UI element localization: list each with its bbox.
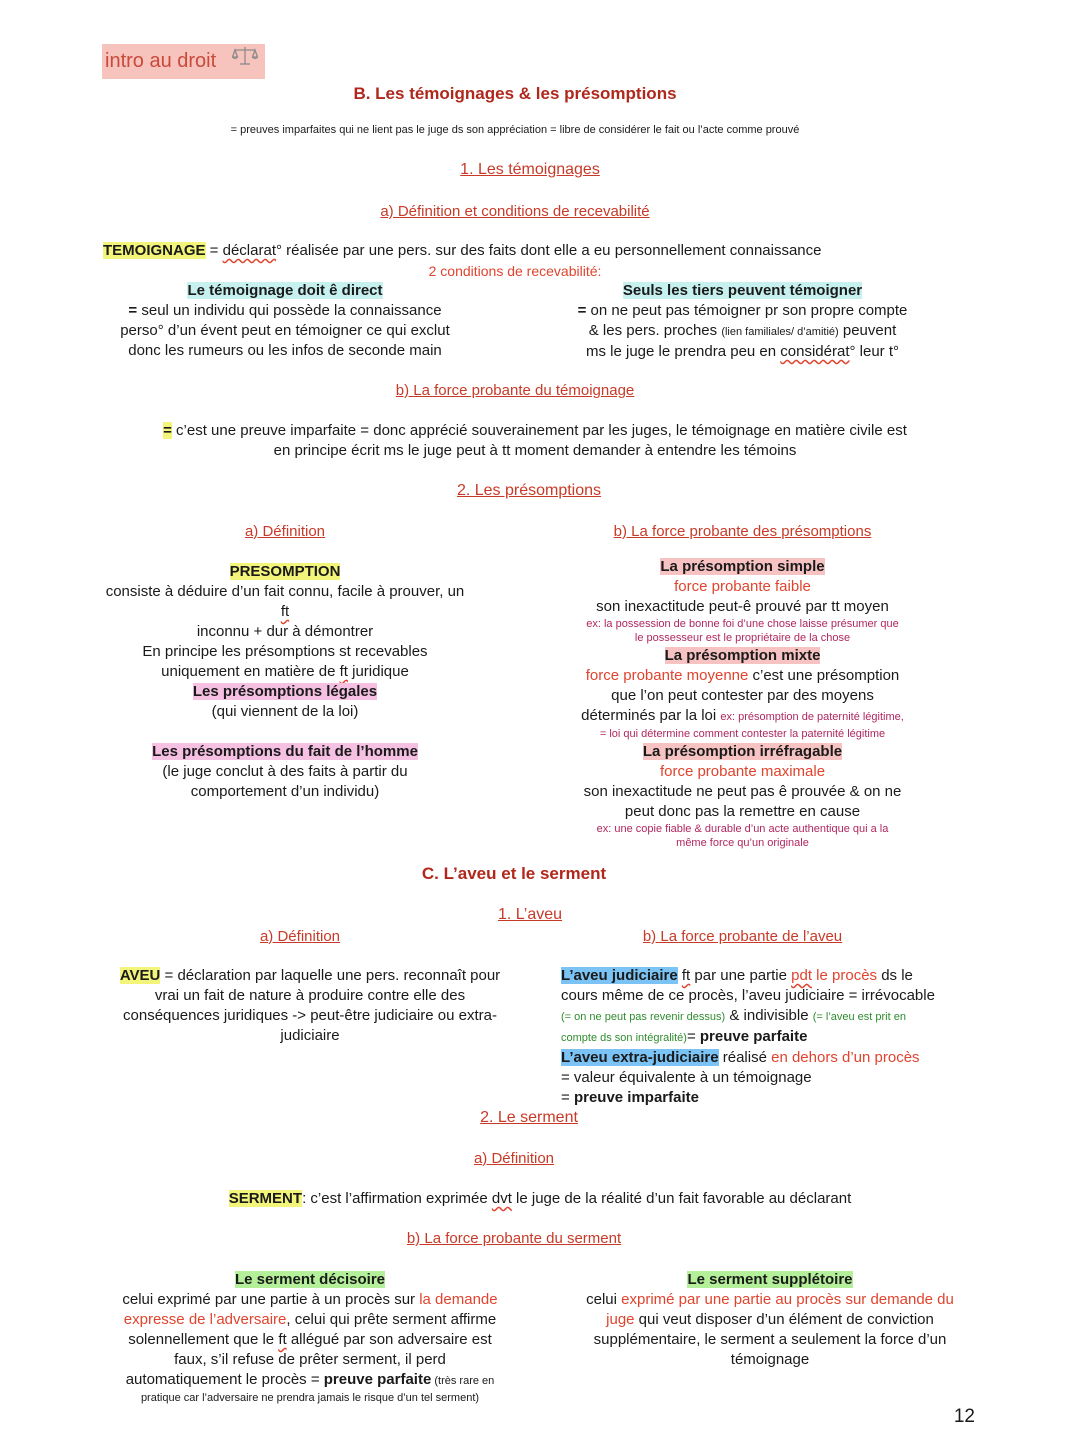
simple-ex2: le possesseur est le propriétaire de la chose — [634, 632, 851, 644]
irref-force: force probante maximale — [659, 763, 826, 780]
dec-text1a: celui exprimé par une partie à un procès sur — [122, 1291, 420, 1308]
extra-bold: preuve imparfaite — [573, 1089, 699, 1106]
mixte-ex2: = loi qui détermine comment contester la paternité légitime — [599, 728, 886, 740]
jud-small1: (= on ne peut pas revenir dessus) — [561, 1011, 726, 1023]
force-text1: c’est une preuve imparfaite = donc apprécié souverainement par les juges, le témoignage en matière civile est — [171, 422, 907, 439]
serment-definition — [0, 1189, 1080, 1209]
jud-text3: & indivisible — [725, 1007, 813, 1024]
mixte-title: La présomption mixte — [664, 647, 821, 664]
condition-right-eq: = — [577, 302, 587, 319]
mixte-text3: déterminés par la loi — [581, 707, 721, 724]
temoignage-def-eq: = — [205, 242, 223, 259]
extra-text2: = valeur équivalente à un témoignage — [561, 1069, 812, 1086]
sup-text4: témoignage — [730, 1351, 810, 1368]
heading-serment-force: b) La force probante du serment — [406, 1230, 622, 1247]
simple-force: force probante faible — [674, 578, 811, 595]
serment-def2: le juge de la réalité d’un fait favorable au déclarant — [511, 1190, 852, 1207]
condition-left-title: Le témoignage doit ê direct — [187, 282, 383, 299]
force-eq: = — [163, 422, 172, 439]
heading-serment: 2. Le serment — [480, 1109, 578, 1126]
mixte-force: force probante moyenne — [585, 667, 749, 684]
serment-term: SERMENT — [228, 1190, 303, 1207]
heading-aveu: 1. L’aveu — [497, 906, 563, 923]
aveu-def1: = déclaration par laquelle une pers. reconnaît pour — [160, 967, 501, 984]
jud-bold: preuve parfaite — [699, 1028, 808, 1045]
dec-text4: faux, s’il refuse de prêter serment, il perd — [174, 1351, 446, 1368]
page-number: 12 — [953, 1406, 975, 1427]
serment-suppletoire — [560, 1270, 980, 1370]
force-temoignage-text — [60, 421, 1010, 461]
dec-red1: la demande — [419, 1291, 498, 1308]
temoignage-def-word: déclarat — [222, 242, 276, 259]
aveu-def4: judiciaire — [280, 1027, 340, 1044]
condition-right-text2a: & les pers. proches — [588, 322, 722, 339]
irref-ex2: même force qu’un originale — [676, 837, 809, 849]
condition-right-word: considérat — [780, 343, 850, 360]
presomption-def4b: juridique — [347, 663, 409, 680]
heading-aveu-force: b) La force probante de l’aveu — [642, 928, 843, 945]
extra-text3a: = — [561, 1089, 574, 1106]
simple-text: son inexactitude peut-ê prouvé par tt moyen — [596, 598, 889, 615]
jud-small3: compte ds son intégralité) — [561, 1032, 687, 1044]
serment-dvt: dvt — [491, 1190, 512, 1207]
dec-text3b: allégué par son adversaire est — [286, 1331, 492, 1348]
presomption-def1: consiste à déduire d’un fait connu, facile à prouver, un — [105, 583, 465, 600]
presomption-def4a: uniquement en matière de — [161, 663, 340, 680]
jud-text1: par une partie — [690, 967, 792, 984]
jud-title: L’aveu judiciaire — [561, 967, 678, 984]
aveu-definition — [100, 966, 520, 1046]
dec-ft: ft — [278, 1331, 287, 1348]
jud-text2: cours même de ce procès, l’aveu judiciaire = irrévocable — [561, 987, 935, 1004]
decisoire-title: Le serment décisoire — [234, 1271, 386, 1288]
temoignage-def-rest: ° réalisée par une pers. sur des faits dont elle a eu personnellement connaissance — [276, 242, 822, 259]
aveu-force — [561, 966, 981, 1108]
jud-red: le procès — [812, 967, 878, 984]
condition-right-text1: on ne peut pas témoigner pr son propre compte — [586, 302, 908, 319]
suppletoire-title: Le serment supplétoire — [687, 1271, 853, 1288]
serment-decisoire — [100, 1270, 520, 1405]
condition-right — [555, 281, 930, 362]
presomption-def2: inconnu + dur à démontrer — [196, 623, 374, 640]
dec-text2: , celui qui prête serment affirme — [286, 1311, 497, 1328]
homme-title: Les présomptions du fait de l’homme — [152, 743, 418, 760]
extra-text1: réalisé — [718, 1049, 772, 1066]
sup-text3: supplémentaire, le serment a seulement la force d’un — [593, 1331, 947, 1348]
irref-ex1: ex: une copie fiable & durable d’un acte authentique qui a la — [596, 823, 889, 835]
mixte-ex1: ex: présomption de paternité légitime, — [720, 711, 904, 723]
aveu-def2: vrai un fait de nature à produire contre elle des — [154, 987, 466, 1004]
conditions-label: 2 conditions de recevabilité: — [428, 263, 602, 279]
heading-aveu-definition: a) Définition — [259, 928, 341, 945]
sup-text2: qui veut disposer d’un élément de conviction — [634, 1311, 934, 1328]
dec-small1: (très rare en — [431, 1375, 495, 1387]
dec-small2: pratique car l’adversaire ne prendra jamais le risque d’un tel serment) — [140, 1392, 480, 1404]
condition-left-text1: seul un individu qui possède la connaissance — [137, 302, 442, 319]
presomption-definition — [100, 562, 470, 682]
extra-title: L’aveu extra-judiciaire — [561, 1049, 719, 1066]
scale-icon — [232, 44, 258, 79]
jud-text4: = — [686, 1028, 700, 1045]
presomption-simple — [555, 557, 930, 645]
condition-left-text3: donc les rumeurs ou les infos de seconde main — [128, 342, 442, 359]
heading-presomption-force: b) La force probante des présomptions — [613, 523, 872, 540]
homme-text2: comportement d’un individu) — [190, 783, 380, 800]
dec-text3: solennellement que le — [128, 1331, 279, 1348]
extra-red: en dehors d’un procès — [771, 1049, 920, 1066]
serment-def1: : c’est l’affirmation exprimée — [302, 1190, 492, 1207]
legales-title: Les présomptions légales — [192, 683, 378, 700]
condition-right-text2b: peuvent — [838, 322, 897, 339]
irref-text1: son inexactitude ne peut pas ê prouvée & on ne — [583, 783, 902, 800]
jud-ft: ft — [681, 967, 691, 984]
heading-temoignages: 1. Les témoignages — [460, 161, 600, 178]
condition-left-text2: perso° d’un évent peut en témoigner ce qui exclut — [120, 322, 450, 339]
jud-pdt: pdt — [791, 967, 812, 984]
temoignage-term: TEMOIGNAGE — [103, 242, 206, 259]
sup-red2: juge — [606, 1311, 635, 1328]
sup-red1: exprimé par une partie au procès sur demande du — [621, 1291, 954, 1308]
presomption-ft-2: ft — [339, 663, 348, 680]
jud-small2: (= l’aveu est prit en — [812, 1011, 906, 1023]
presomption-irrefragable — [555, 742, 930, 850]
presomption-def3: En principe les présomptions st recevables — [142, 643, 428, 660]
aveu-term: AVEU — [119, 967, 161, 984]
presomption-term: PRESOMPTION — [229, 563, 341, 580]
section-b-intro: = preuves imparfaites qui ne lient pas le juge ds son appréciation = libre de considérer le fait ou l’acte comme prouvé — [230, 124, 800, 136]
course-tag — [102, 44, 265, 79]
condition-right-text3a: ms le juge le prendra peu en — [585, 343, 781, 360]
dec-bold: preuve parfaite — [323, 1371, 432, 1388]
homme-text1: (le juge conclut à des faits à partir du — [162, 763, 408, 780]
simple-ex1: ex: la possession de bonne foi d’une chose laisse présumer que — [586, 618, 899, 630]
condition-left — [100, 281, 470, 361]
irref-title: La présomption irréfragable — [642, 743, 843, 760]
presomption-ft: ft — [280, 603, 290, 620]
heading-definition-conditions: a) Définition et conditions de recevabilité — [380, 203, 650, 220]
condition-right-small: (lien familiales/ d’amitié) — [721, 326, 839, 338]
heading-presomptions: 2. Les présomptions — [456, 482, 602, 499]
presomption-mixte — [555, 646, 930, 741]
course-tag-label: intro au droit — [105, 50, 217, 72]
heading-serment-definition: a) Définition — [473, 1150, 555, 1167]
temoignage-definition — [103, 241, 822, 261]
dec-text5: automatiquement le procès = — [125, 1371, 324, 1388]
presomptions-legales — [100, 682, 470, 722]
condition-right-text3b: ° leur t° — [849, 343, 900, 360]
heading-force-temoignage: b) La force probante du témoignage — [395, 382, 635, 399]
dec-red2: expresse de l’adversaire — [123, 1311, 287, 1328]
heading-presomption-definition: a) Définition — [244, 523, 326, 540]
jud-text1b: ds le — [877, 967, 913, 984]
sup-text1a: celui — [586, 1291, 622, 1308]
condition-left-eq: = — [128, 302, 138, 319]
mixte-text2: que l’on peut contester par des moyens — [611, 687, 874, 704]
simple-title: La présomption simple — [660, 558, 825, 575]
aveu-def3: conséquences juridiques -> peut-être judiciaire ou extra- — [123, 1007, 497, 1024]
mixte-text1: c’est une présomption — [748, 667, 900, 684]
condition-right-title: Seuls les tiers peuvent témoigner — [622, 282, 863, 299]
presomptions-homme — [100, 742, 470, 802]
force-text2: en principe écrit ms le juge peut à tt moment demander à entendre les témoins — [273, 442, 797, 459]
legales-text: (qui viennent de la loi) — [211, 703, 359, 720]
section-c-title: C. L’aveu et le serment — [421, 864, 607, 883]
section-b-title: B. Les témoignages & les présomptions — [353, 84, 677, 103]
irref-text2: peut donc pas la remettre en cause — [624, 803, 861, 820]
